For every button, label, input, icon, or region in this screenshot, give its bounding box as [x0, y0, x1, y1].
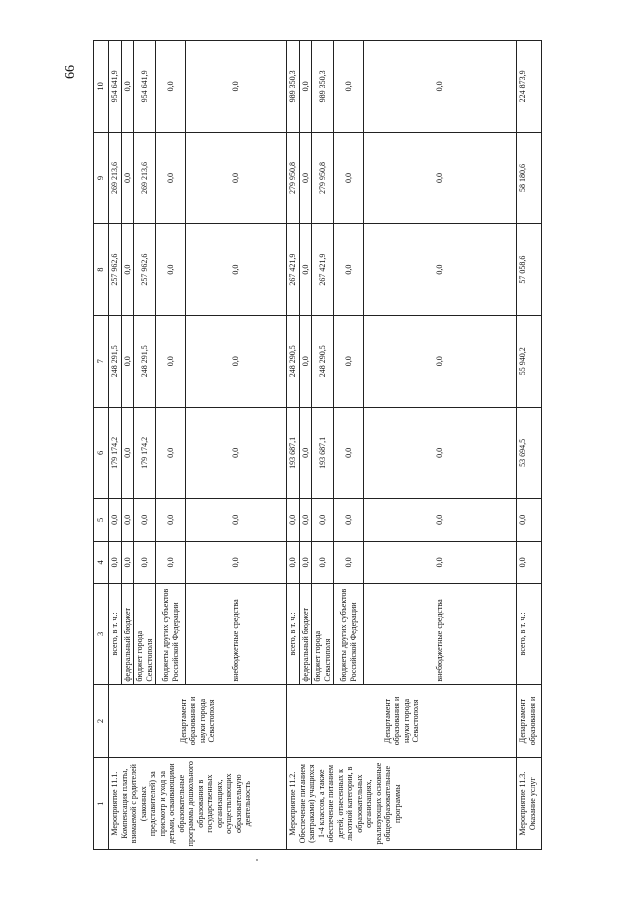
- value-cell: 55 940,2: [517, 315, 542, 407]
- value-cell: 0,0: [334, 224, 364, 316]
- value-cell: 193 687,1: [287, 407, 300, 499]
- funding-source: внебюджетные средства: [364, 584, 517, 685]
- value-cell: 0,0: [134, 499, 156, 541]
- value-cell: 0,0: [334, 541, 364, 583]
- page-number: 66: [63, 65, 78, 79]
- value-cell: 179 174,2: [109, 407, 122, 499]
- budget-table: [93, 40, 542, 850]
- value-cell: 0,0: [109, 499, 122, 541]
- value-cell: 0,0: [517, 541, 542, 583]
- value-cell: 0,0: [334, 499, 364, 541]
- col-header: 9: [94, 132, 109, 224]
- value-cell: 179 174,2: [134, 407, 156, 499]
- value-cell: 0,0: [186, 315, 287, 407]
- col-header: 10: [94, 41, 109, 133]
- value-cell: 0,0: [364, 407, 517, 499]
- value-cell: 58 180,6: [517, 132, 542, 224]
- value-cell: 0,0: [156, 224, 186, 316]
- value-cell: 0,0: [334, 41, 364, 133]
- col-header: 3: [94, 584, 109, 685]
- value-cell: 0,0: [299, 315, 312, 407]
- value-cell: 0,0: [121, 41, 134, 133]
- funding-source: федеральный бюджет: [121, 584, 134, 685]
- col-header: 1: [94, 758, 109, 850]
- value-cell: 0,0: [364, 41, 517, 133]
- funding-source: бюджет города Севастополя: [134, 584, 156, 685]
- col-header: 7: [94, 315, 109, 407]
- value-cell: 0,0: [287, 499, 300, 541]
- event-executor: Департамент образования и науки города Севастополя: [287, 684, 517, 758]
- value-cell: 0,0: [134, 541, 156, 583]
- event-title: Мероприятие 11.3. Оказание услуг: [517, 758, 542, 850]
- value-cell: 0,0: [299, 41, 312, 133]
- header-row: [94, 41, 109, 850]
- funding-source: всего, в т. ч.:: [517, 584, 542, 685]
- value-cell: 0,0: [334, 315, 364, 407]
- value-cell: 0,0: [121, 541, 134, 583]
- value-cell: 0,0: [299, 541, 312, 583]
- value-cell: 0,0: [156, 132, 186, 224]
- value-cell: 0,0: [186, 41, 287, 133]
- value-cell: 0,0: [186, 224, 287, 316]
- value-cell: 0,0: [334, 132, 364, 224]
- funding-source: бюджет города Севастополя: [312, 584, 334, 685]
- value-cell: 248 290,5: [312, 315, 334, 407]
- value-cell: 269 213,6: [134, 132, 156, 224]
- value-cell: 0,0: [156, 541, 186, 583]
- funding-source: бюджеты других субъектов Российской Федерации: [156, 584, 186, 685]
- value-cell: 267 421,9: [312, 224, 334, 316]
- value-cell: 57 058,6: [517, 224, 542, 316]
- value-cell: 954 641,9: [109, 41, 122, 133]
- value-cell: 0,0: [364, 315, 517, 407]
- value-cell: 257 962,6: [109, 224, 122, 316]
- col-header: 4: [94, 541, 109, 583]
- funding-source: бюджеты других субъектов Российской Федерации: [334, 584, 364, 685]
- funding-source: внебюджетные средства: [186, 584, 287, 685]
- value-cell: 0,0: [364, 224, 517, 316]
- value-cell: 0,0: [364, 541, 517, 583]
- value-cell: 0,0: [121, 407, 134, 499]
- value-cell: 0,0: [156, 315, 186, 407]
- value-cell: 0,0: [517, 499, 542, 541]
- value-cell: 0,0: [156, 407, 186, 499]
- col-header: 8: [94, 224, 109, 316]
- value-cell: 989 350,3: [287, 41, 300, 133]
- value-cell: 248 291,5: [134, 315, 156, 407]
- value-cell: 279 950,8: [287, 132, 300, 224]
- funding-source: всего, в т. ч.:: [109, 584, 122, 685]
- value-cell: 0,0: [121, 132, 134, 224]
- value-cell: 269 213,6: [109, 132, 122, 224]
- col-header: 6: [94, 407, 109, 499]
- value-cell: 257 962,6: [134, 224, 156, 316]
- value-cell: 0,0: [186, 407, 287, 499]
- value-cell: 0,0: [364, 132, 517, 224]
- scan-speck: [256, 859, 258, 861]
- value-cell: 989 350,3: [312, 41, 334, 133]
- value-cell: 0,0: [109, 541, 122, 583]
- value-cell: 279 950,8: [312, 132, 334, 224]
- value-cell: 0,0: [299, 132, 312, 224]
- rotated-page: [63, 40, 551, 850]
- value-cell: 0,0: [312, 499, 334, 541]
- funding-source: всего, в т. ч.:: [287, 584, 300, 685]
- event-title: Мероприятие 11.1. Компенсация платы, взимаемой с родителей (законных представителей) за присмотр и уход за детьми, осваивающими образовательные программы дошкольного образования в государственных организациях, осуществляющих образовательную деятельность: [109, 758, 287, 850]
- value-cell: 0,0: [287, 541, 300, 583]
- value-cell: 0,0: [156, 41, 186, 133]
- value-cell: 0,0: [186, 132, 287, 224]
- table-row: [517, 41, 542, 850]
- value-cell: 0,0: [121, 315, 134, 407]
- value-cell: 267 421,9: [287, 224, 300, 316]
- value-cell: 193 687,1: [312, 407, 334, 499]
- value-cell: 0,0: [299, 407, 312, 499]
- col-header: 2: [94, 684, 109, 758]
- event-title: Мероприятие 11.2. Обеспечение питанием (завтраками) учащихся 1-4 классов, а также обеспечение питанием детей, отнесенных к льготной категории, в образовательных организациях, реализующих основные общеобразовательные программы: [287, 758, 517, 850]
- col-header: 5: [94, 499, 109, 541]
- value-cell: 0,0: [186, 541, 287, 583]
- value-cell: 0,0: [156, 499, 186, 541]
- value-cell: 0,0: [121, 499, 134, 541]
- value-cell: 0,0: [334, 407, 364, 499]
- table-row: [287, 41, 300, 850]
- value-cell: 0,0: [299, 499, 312, 541]
- value-cell: 0,0: [312, 541, 334, 583]
- value-cell: 248 290,5: [287, 315, 300, 407]
- event-executor: Департамент образования и науки города Севастополя: [109, 684, 287, 758]
- value-cell: 0,0: [299, 224, 312, 316]
- value-cell: 0,0: [186, 499, 287, 541]
- value-cell: 53 694,5: [517, 407, 542, 499]
- table-row: [109, 41, 122, 850]
- value-cell: 954 641,9: [134, 41, 156, 133]
- value-cell: 0,0: [121, 224, 134, 316]
- value-cell: 224 873,9: [517, 41, 542, 133]
- event-executor: Департамент образования и: [517, 684, 542, 758]
- value-cell: 0,0: [364, 499, 517, 541]
- funding-source: федеральный бюджет: [299, 584, 312, 685]
- value-cell: 248 291,5: [109, 315, 122, 407]
